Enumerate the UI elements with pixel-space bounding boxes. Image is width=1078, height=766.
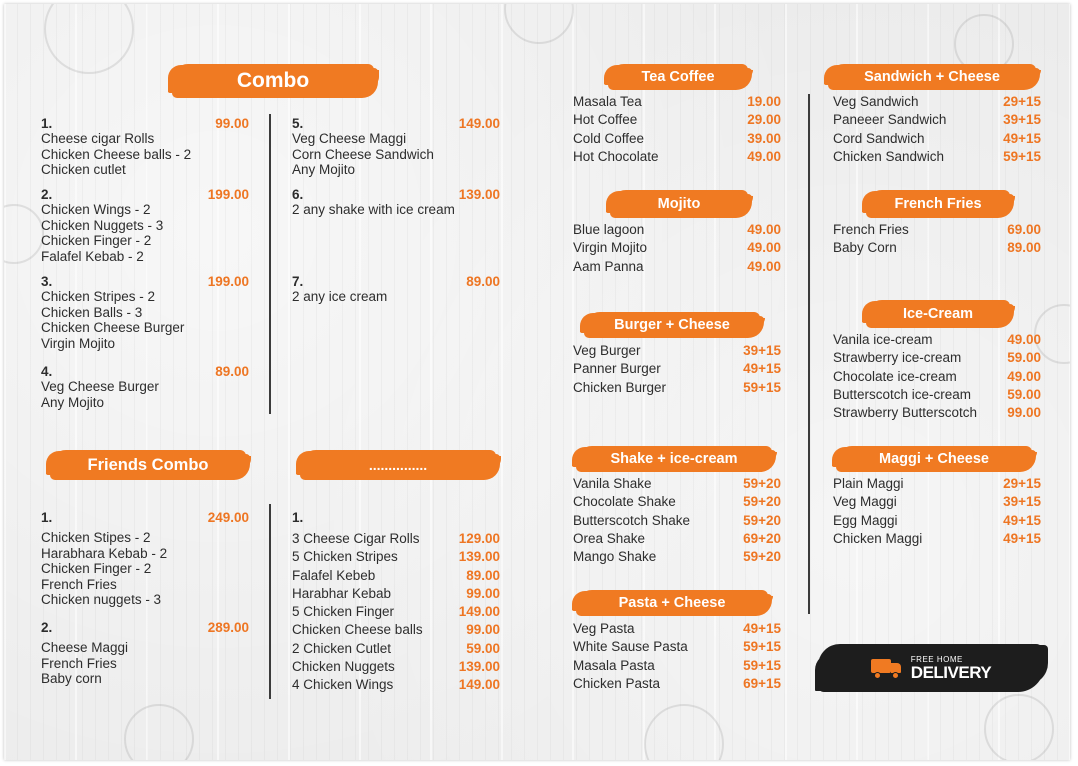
menu-row: Aam Panna 49.00 [573, 258, 781, 274]
menu-row: Veg Sandwich 29+15 [833, 94, 1041, 109]
mojito-list [573, 221, 781, 276]
french-fries-list [833, 221, 1041, 258]
menu-row: Chocolate ice-cream 49.00 [833, 368, 1041, 384]
menu-row: Strawberry ice-cream 59.00 [833, 350, 1041, 366]
combo-item: 5. 149.00 Veg Cheese Maggi Corn Cheese Sandwich Any Mojito [292, 116, 500, 178]
column-divider [269, 504, 271, 699]
sandwich-heading: Sandwich + Cheese [828, 64, 1036, 90]
menu-row: White Sause Pasta 59+15 [573, 639, 781, 655]
menu-row: Butterscotch Shake 59+20 [573, 512, 781, 528]
menu-row: Orea Shake 69+20 [573, 530, 781, 546]
sandwich-list [833, 93, 1041, 166]
menu-row: Butterscotch ice-cream 59.00 [833, 386, 1041, 402]
food-sketch-icon [644, 704, 724, 760]
combo-item: 7. 89.00 2 any ice cream [292, 274, 500, 305]
menu-row: Chicken Cheese balls 99.00 [292, 622, 500, 638]
menu-row: Harabhar Kebab 99.00 [292, 585, 500, 601]
menu-row: Falafel Kebeb 89.00 [292, 567, 500, 583]
mojito-heading: Mojito [610, 190, 748, 218]
food-sketch-icon [44, 4, 134, 74]
menu-row: Masala Tea 19.00 [573, 94, 781, 109]
menu-row: 2 Chicken Cutlet 59.00 [292, 640, 500, 656]
menu-row: Vanila Shake 59+20 [573, 476, 781, 491]
menu-row: Hot Chocolate 49.00 [573, 148, 781, 164]
menu-row: Panner Burger 49+15 [573, 361, 781, 377]
burger-list [573, 342, 781, 397]
menu-row: Veg Burger 39+15 [573, 343, 781, 358]
pasta-heading: Pasta + Cheese [576, 590, 768, 616]
menu-row: French Fries 69.00 [833, 222, 1041, 237]
food-sketch-icon [4, 204, 44, 264]
menu-row: Vanila ice-cream 49.00 [833, 332, 1041, 347]
delivery-big-text: DELIVERY [910, 662, 992, 682]
dotted-combo-list: 1. 3 Cheese Cigar Rolls 129.00 5 Chicken Stripes 139.00 Falafel Kebeb 89.00 Harabhar Kebab 99.00 5 Chicken Finger 149.00 Chicken Cheese balls 99.00 2 Chicken Cutlet 59.00 Chicken Nuggets 139.00 4 Chicken Wings 149.00 [292, 510, 500, 695]
menu-row: Chocolate Shake 59+20 [573, 494, 781, 510]
menu-row: Baby Corn 89.00 [833, 240, 1041, 256]
tea-coffee-list [573, 93, 781, 166]
menu-row: Veg Pasta 49+15 [573, 621, 781, 636]
combo-item: 2. 199.00 Chicken Wings - 2 Chicken Nuggets - 3 Chicken Finger - 2 Falafel Kebab - 2 [41, 187, 249, 264]
free-delivery-badge [818, 644, 1044, 692]
ice-cream-heading: Ice-Cream [866, 300, 1010, 328]
menu-row: Cord Sandwich 49+15 [833, 130, 1041, 146]
combo-item: 3. 199.00 Chicken Stripes - 2 Chicken Balls - 3 Chicken Cheese Burger Virgin Mojito [41, 274, 249, 351]
combo-item: 1. 99.00 Cheese cigar Rolls Chicken Cheese balls - 2 Chicken cutlet [41, 116, 249, 178]
menu-row: Paneeer Sandwich 39+15 [833, 112, 1041, 128]
menu-row: Masala Pasta 59+15 [573, 657, 781, 673]
pasta-list [573, 620, 781, 693]
menu-row: Chicken Pasta 69+15 [573, 675, 781, 691]
ice-cream-list [833, 331, 1041, 422]
food-sketch-icon [504, 4, 574, 44]
menu-row: Veg Maggi 39+15 [833, 494, 1041, 510]
shake-list [573, 475, 781, 566]
menu-row: Chicken Maggi 49+15 [833, 530, 1041, 546]
french-fries-heading: French Fries [866, 190, 1010, 218]
tea-coffee-heading: Tea Coffee [608, 64, 748, 90]
food-sketch-icon [124, 704, 194, 760]
menu-row: Hot Coffee 29.00 [573, 112, 781, 128]
menu-row: 5 Chicken Stripes 139.00 [292, 549, 500, 565]
combo-item: 2. 289.00 Cheese Maggi French Fries Baby corn [41, 620, 249, 687]
combo-item: 6. 139.00 2 any shake with ice cream [292, 187, 500, 218]
food-sketch-icon [984, 694, 1054, 760]
menu-row: Mango Shake 59+20 [573, 549, 781, 565]
shake-heading: Shake + ice-cream [576, 446, 772, 472]
menu-row: Blue lagoon 49.00 [573, 222, 781, 237]
menu-row: 3 Cheese Cigar Rolls 129.00 [292, 531, 500, 546]
truck-icon [871, 657, 903, 679]
menu-row: Chicken Nuggets 139.00 [292, 659, 500, 675]
menu-row: Chicken Burger 59+15 [573, 379, 781, 395]
burger-heading: Burger + Cheese [584, 312, 760, 338]
combo-heading: Combo [172, 64, 374, 98]
column-divider [269, 114, 271, 414]
menu-row: 5 Chicken Finger 149.00 [292, 604, 500, 620]
delivery-small-text: FREE HOME [910, 654, 963, 664]
maggi-heading: Maggi + Cheese [836, 446, 1032, 472]
menu-row: Egg Maggi 49+15 [833, 512, 1041, 528]
maggi-list [833, 475, 1041, 548]
menu-row: Strawberry Butterscotch 99.00 [833, 405, 1041, 421]
menu-card [4, 4, 1070, 760]
menu-row: 4 Chicken Wings 149.00 [292, 677, 500, 693]
combo-item: 4. 89.00 Veg Cheese Burger Any Mojito [41, 364, 249, 410]
dotted-combo-heading: ............... [300, 450, 496, 480]
menu-row: Cold Coffee 39.00 [573, 130, 781, 146]
menu-row: Chicken Sandwich 59+15 [833, 148, 1041, 164]
menu-row: Virgin Mojito 49.00 [573, 240, 781, 256]
friends-combo-heading: Friends Combo [50, 450, 246, 480]
combo-item: 1. 249.00 Chicken Stipes - 2 Harabhara Kebab - 2 Chicken Finger - 2 French Fries Chicken nuggets - 3 [41, 510, 249, 608]
menu-row: Plain Maggi 29+15 [833, 476, 1041, 491]
column-divider [808, 94, 810, 614]
